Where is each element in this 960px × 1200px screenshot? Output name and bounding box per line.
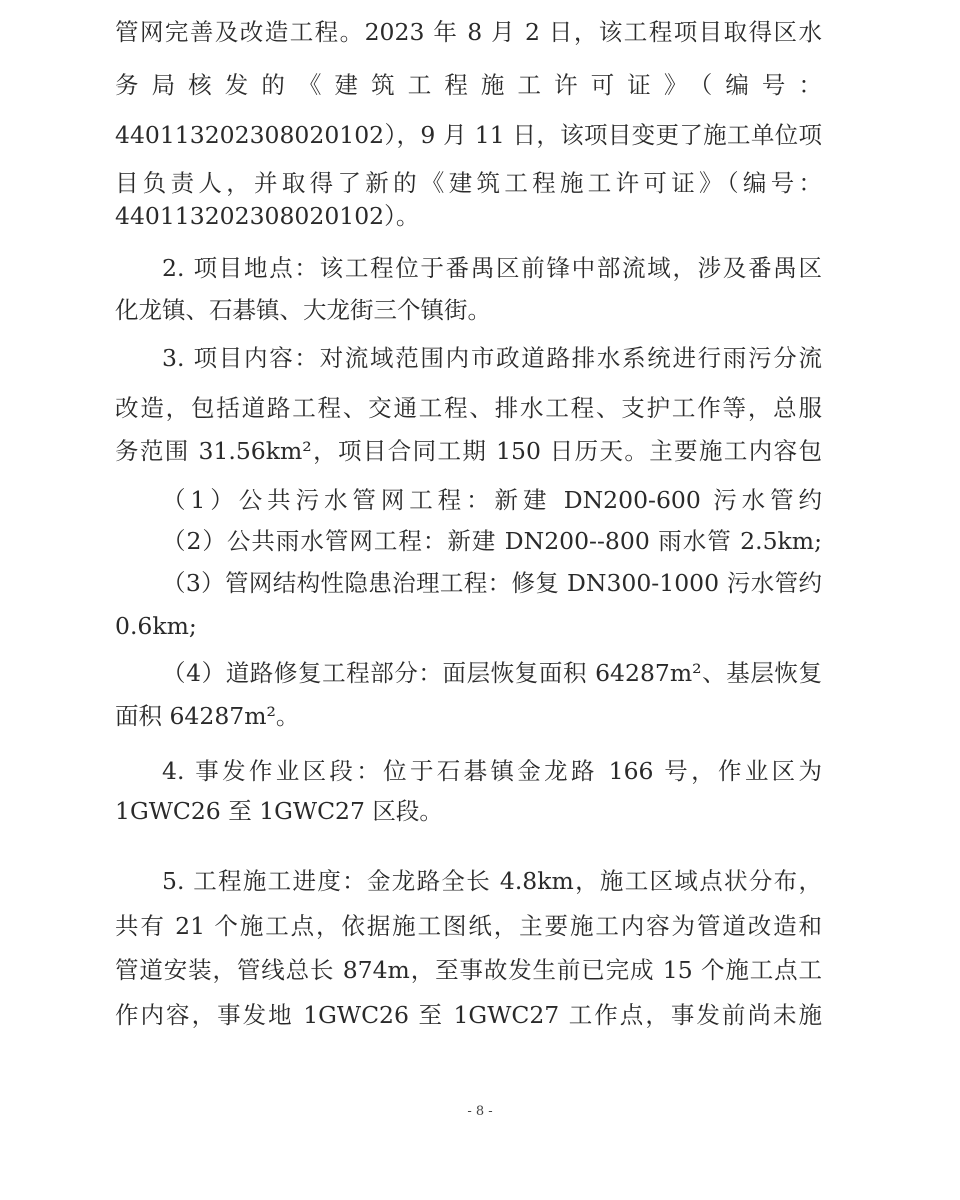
text-line: 2. 项目地点：该工程位于番禺区前锋中部流域，涉及番禺区: [162, 254, 822, 282]
text-line: 作内容，事发地 1GWC26 至 1GWC27 工作点，事发前尚未施: [115, 1001, 822, 1029]
text-line: 化龙镇、石碁镇、大龙街三个镇街。: [115, 296, 491, 324]
text-line: 440113202308020102）。: [115, 202, 420, 230]
text-line: 改造，包括道路工程、交通工程、排水工程、支护工作等，总服: [115, 394, 822, 422]
text-line: 共有 21 个施工点，依据施工图纸，主要施工内容为管道改造和: [115, 912, 822, 940]
text-line: （4）道路修复工程部分：面层恢复面积 64287m²、基层恢复: [162, 659, 822, 687]
text-line: 1GWC26 至 1GWC27 区段。: [115, 797, 443, 825]
text-line: 务局核发的《建筑工程施工许可证》（编号：: [115, 71, 822, 99]
text-line: 管网完善及改造工程。2023 年 8 月 2 日，该工程项目取得区水: [115, 18, 822, 46]
text-line: 4. 事发作业区段：位于石碁镇金龙路 166 号，作业区为: [162, 757, 822, 785]
text-line: 3. 项目内容：对流域范围内市政道路排水系统进行雨污分流: [162, 344, 822, 372]
text-line: 管道安装，管线总长 874m，至事故发生前已完成 15 个施工点工: [115, 956, 822, 984]
text-line: （3）管网结构性隐患治理工程：修复 DN300-1000 污水管约: [162, 569, 822, 597]
text-line: 务范围 31.56km²，项目合同工期 150 日历天。主要施工内容包: [115, 437, 822, 465]
text-line: 440113202308020102），9 月 11 日，该项目变更了施工单位项: [115, 121, 822, 149]
text-line: 0.6km;: [115, 612, 197, 640]
text-line: （2）公共雨水管网工程：新建 DN200--800 雨水管 2.5km;: [162, 527, 822, 555]
text-line: 目负责人，并取得了新的《建筑工程施工许可证》（编号：: [115, 169, 822, 197]
page-number: - 8 -: [467, 1104, 493, 1119]
text-line: 5. 工程施工进度：金龙路全长 4.8km，施工区域点状分布，: [162, 867, 822, 895]
text-line: 面积 64287m²。: [115, 702, 300, 730]
text-line: （1）公共污水管网工程：新建 DN200-600 污水管约: [162, 486, 822, 514]
